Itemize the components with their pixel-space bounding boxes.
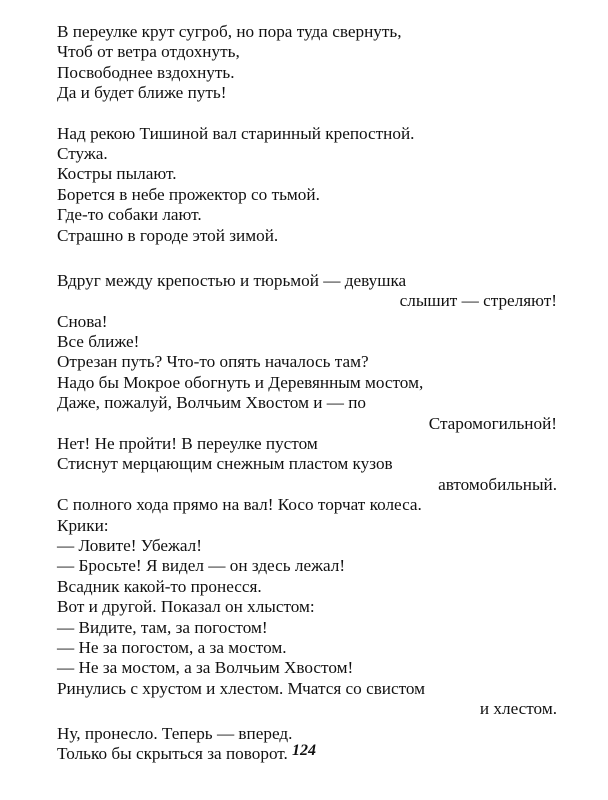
poem-line: В переулке крут сугроб, но пора туда свернуть,: [57, 22, 402, 41]
poem-line: Костры пылают.: [57, 164, 177, 184]
poem-line: — Ловите! Убежал!: [57, 535, 202, 555]
page-number: 124: [292, 742, 316, 759]
stanza-3: [57, 271, 557, 720]
poem-line: Страшно в городе этой зимой.: [57, 225, 279, 245]
stanza-2: [57, 124, 557, 246]
poem-line: Где-то собаки лают.: [57, 205, 202, 225]
poem-line: Снова!: [57, 311, 108, 331]
stanza-gap: [57, 246, 557, 271]
poem-line: — Видите, там, за погостом!: [57, 617, 268, 637]
poem-line-continuation: и хлестом.: [479, 699, 557, 719]
poem-line: — Не за погостом, а за мостом.: [57, 637, 287, 657]
stanza-gap: [57, 104, 557, 124]
poem-line: Борется в небе прожектор со тьмой.: [57, 184, 320, 204]
poem-line: Ну, пронесло. Теперь — вперед.: [57, 723, 293, 743]
poem-line: Стужа.: [57, 143, 108, 163]
poem-line: Отрезан путь? Что-то опять началось там?: [57, 352, 369, 372]
poem-line: — Не за мостом, а за Волчьим Хвостом!: [57, 658, 354, 678]
poem-line: Надо бы Мокрое обогнуть и Деревянным мостом,: [57, 372, 424, 392]
poem-line: Чтоб от ветра отдохнуть,: [57, 42, 240, 62]
poem-line: Все ближе!: [57, 332, 140, 352]
poem-line-continuation: Старомогильной!: [428, 413, 557, 433]
poem-line: Да и будет ближе путь!: [57, 83, 227, 103]
stanza-1: [57, 22, 557, 104]
poem-line: Посвободнее вздохнуть.: [57, 62, 235, 82]
poem-line: Ринулись с хрустом и хлестом. Мчатся со свистом: [57, 678, 426, 698]
poem-line: Нет! Не пройти! В переулке пустом: [57, 434, 318, 454]
poem-text: [57, 22, 557, 764]
poem-line: Вот и другой. Показал он хлыстом:: [57, 597, 315, 617]
poem-line: — Бросьте! Я видел — он здесь лежал!: [57, 556, 346, 576]
poem-line: Стиснут мерцающим снежным пластом кузов: [57, 454, 393, 474]
poem-line-continuation: слышит — стреляют!: [399, 291, 557, 311]
poem-line: Вдруг между крепостью и тюрьмой — девушка: [57, 270, 407, 290]
poem-line: Всадник какой-то пронесся.: [57, 576, 262, 596]
poem-line-continuation: автомобильный.: [438, 474, 557, 494]
poem-line: Крики:: [57, 515, 109, 535]
poem-line: Только бы скрыться за поворот.: [57, 743, 288, 763]
poem-line: Даже, пожалуй, Волчьим Хвостом и — по: [57, 393, 367, 413]
poem-line: С полного хода прямо на вал! Косо торчат колеса.: [57, 495, 422, 515]
poem-line: Над рекою Тишиной вал старинный крепостной.: [57, 123, 415, 143]
